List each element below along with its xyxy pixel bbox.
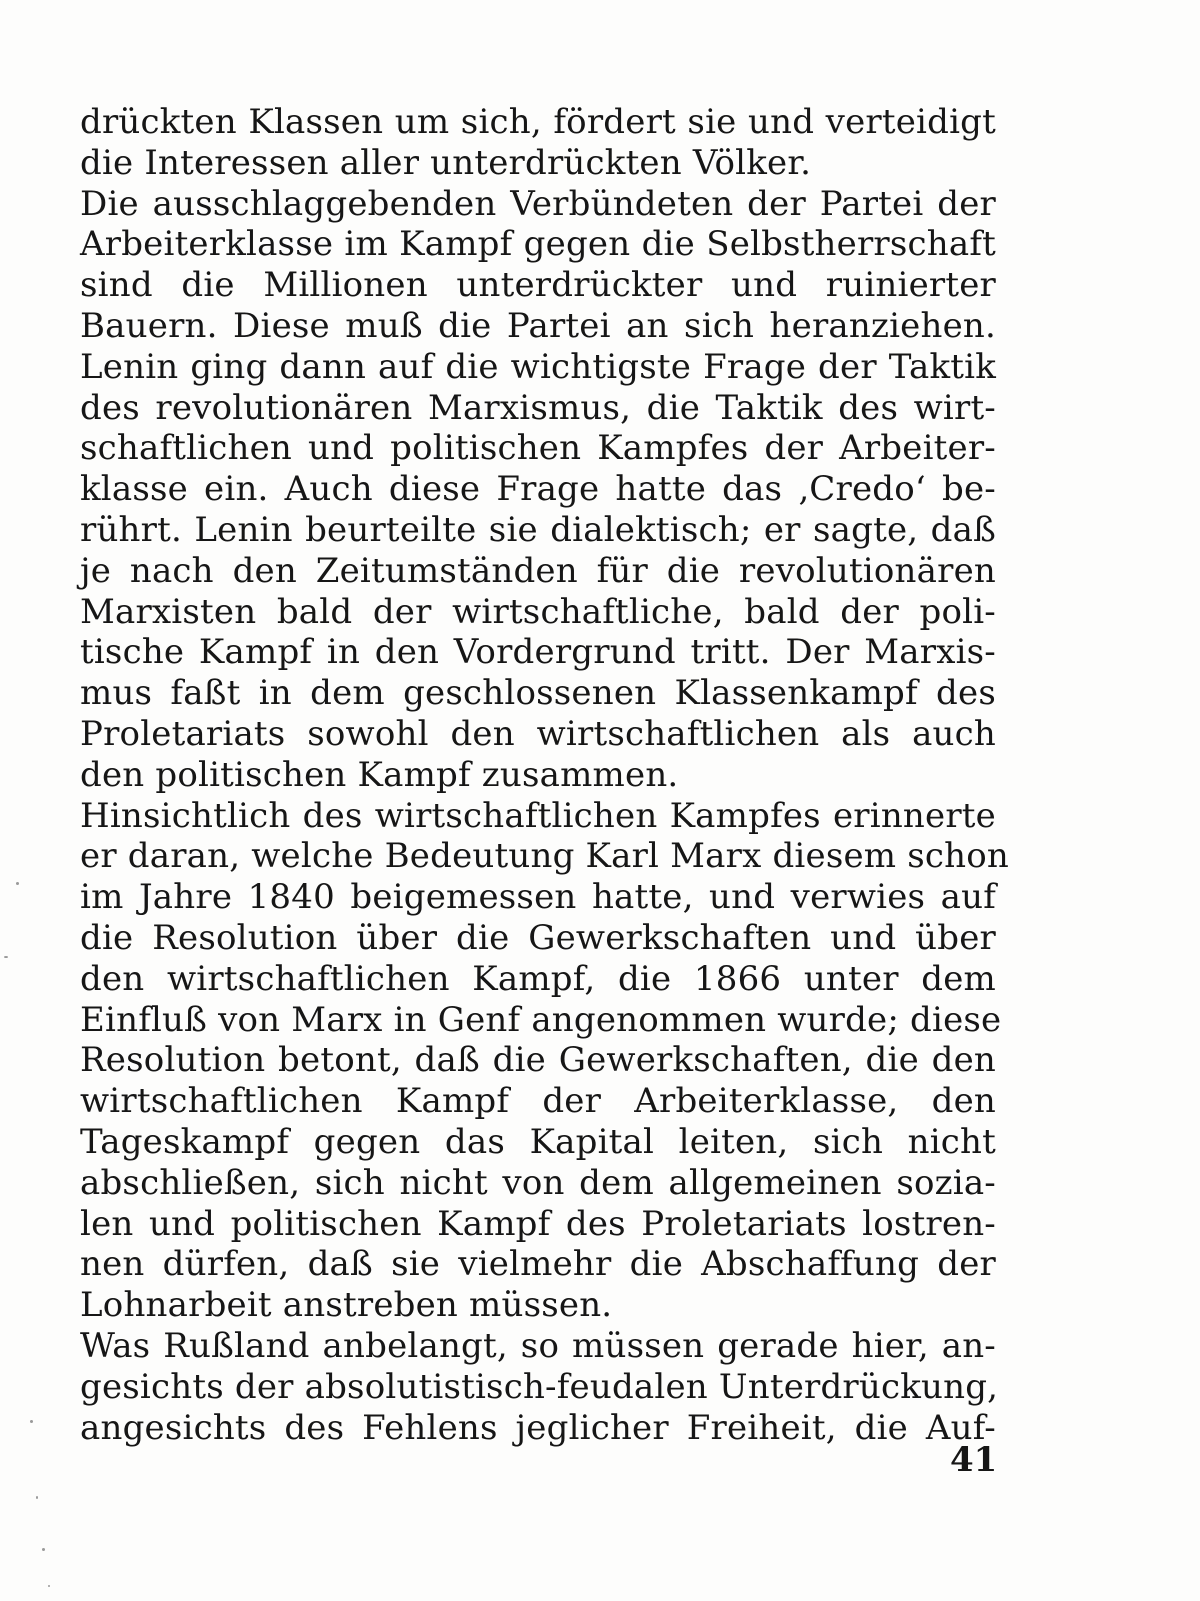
text-line: rührt. Lenin beurteilte sie dialektisch; er sagte, daß [80, 509, 996, 550]
text-line: schaftlichen und politischen Kampfes der Arbeiter- [80, 428, 996, 469]
text-line: Die ausschlaggebenden Verbündeten der Partei der [80, 183, 996, 224]
text-line: den wirtschaftlichen Kampf, die 1866 unter dem [80, 958, 996, 999]
text-line: angesichts des Fehlens jeglicher Freiheit, die Auf- [80, 1407, 996, 1448]
text-line: er daran, welche Bedeutung Karl Marx diesem schon [80, 836, 1009, 877]
text-line: drückten Klassen um sich, fördert sie und verteidigt [80, 102, 996, 142]
text-line: gesichts der absolutistisch-feudalen Unterdrückung, [80, 1366, 999, 1407]
text-line: tische Kampf in den Vordergrund tritt. Der Marxis- [80, 632, 996, 673]
text-line: klasse ein. Auch diese Frage hatte das ‚Credo‘ be- [80, 469, 996, 510]
text-line: len und politischen Kampf des Proletariats lostren- [80, 1203, 996, 1244]
body-text [80, 102, 1009, 1448]
text-line: des revolutionären Marxismus, die Taktik des wirt- [80, 387, 996, 428]
text-line: die Interessen aller unterdrückten Völker. [80, 142, 812, 183]
scan-speck [36, 1496, 38, 1499]
text-line: Marxisten bald der wirtschaftliche, bald der poli- [80, 591, 996, 632]
scan-speck [4, 956, 8, 958]
text-line: die Resolution über die Gewerkschaften und über [80, 917, 996, 958]
text-line: Tageskampf gegen das Kapital leiten, sich nicht [80, 1121, 996, 1162]
text-line: Bauern. Diese muß die Partei an sich heranziehen. [80, 305, 996, 346]
page-number: 41 [950, 1440, 998, 1480]
text-line: sind die Millionen unterdrückter und ruinierter [80, 265, 996, 306]
text-line: Arbeiterklasse im Kampf gegen die Selbstherrschaft [80, 224, 996, 265]
text-line: Was Rußland anbelangt, so müssen gerade hier, an- [80, 1325, 996, 1366]
scan-speck [48, 1585, 50, 1587]
text-line: Proletariats sowohl den wirtschaftlichen als auch [80, 713, 996, 754]
text-line: je nach den Zeitumständen für die revolutionären [80, 550, 996, 591]
text-line: Einfluß von Marx in Genf angenommen wurde; diese [80, 999, 1002, 1040]
text-line: nen dürfen, daß sie vielmehr die Abschaffung der [80, 1244, 996, 1285]
scan-speck [30, 1420, 33, 1423]
text-line: Lenin ging dann auf die wichtigste Frage der Taktik [80, 346, 996, 387]
scan-speck [16, 882, 19, 885]
text-line: Hinsichtlich des wirtschaftlichen Kampfes erinnerte [80, 795, 996, 836]
text-line: den politischen Kampf zusammen. [80, 754, 679, 795]
text-line: Lohnarbeit anstreben müssen. [80, 1285, 613, 1326]
scan-speck [42, 1548, 45, 1551]
text-line: mus faßt in dem geschlossenen Klassenkampf des [80, 673, 996, 714]
text-line: wirtschaftlichen Kampf der Arbeiterklasse, den [80, 1081, 996, 1122]
text-line: im Jahre 1840 beigemessen hatte, und verwies auf [80, 877, 996, 918]
text-line: abschließen, sich nicht von dem allgemeinen sozia- [80, 1162, 996, 1203]
text-line: Resolution betont, daß die Gewerkschaften, die den [80, 1040, 996, 1081]
